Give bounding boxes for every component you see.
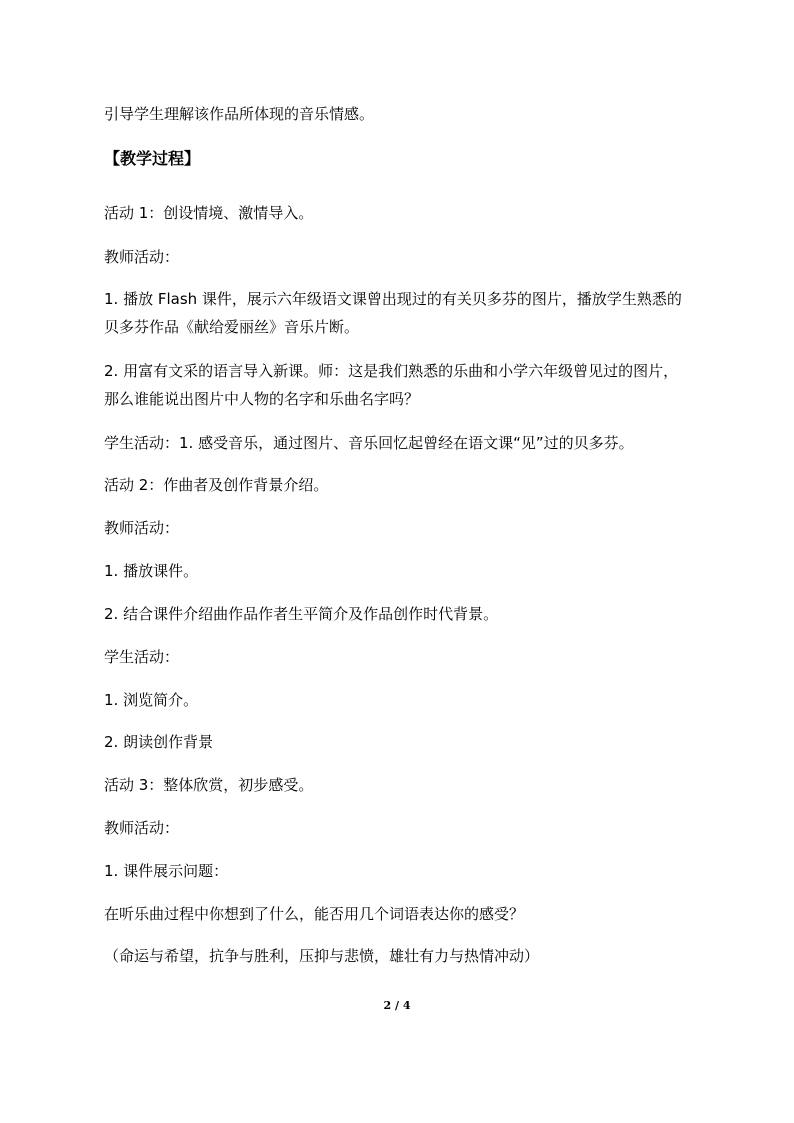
- activity3-teacher-item1: 1. 课件展示问题：: [104, 862, 229, 880]
- activity1-item2-line2: 那么谁能说出图片中人物的名字和乐曲名字吗？: [104, 390, 420, 408]
- activity3-question: 在听乐曲过程中你想到了什么，能否用几个词语表达你的感受？: [104, 905, 525, 923]
- activity3-teacher-label: 教师活动：: [104, 819, 180, 837]
- activity1-teacher-label: 教师活动：: [104, 248, 180, 266]
- activity1-item1-line1: 1. 播放 Flash 课件，展示六年级语文课曾出现过的有关贝多芬的图片，播放学生熟悉的: [104, 290, 682, 308]
- section-heading: 【教学过程】: [104, 149, 201, 168]
- activity3-title: 活动 3：整体欣赏，初步感受。: [104, 776, 314, 794]
- activity2-student-item1: 1. 浏览简介。: [104, 691, 199, 709]
- intro-tail-text: 引导学生理解该作品所体现的音乐情感。: [104, 105, 375, 123]
- activity2-teacher-item2: 2. 结合课件介绍曲作品作者生平简介及作品创作时代背景。: [104, 605, 499, 623]
- activity1-student-text: 学生活动：1. 感受音乐，通过图片、音乐回忆起曾经在语文课“见”过的贝多芬。: [104, 434, 634, 452]
- activity2-teacher-label: 教师活动：: [104, 519, 180, 537]
- activity1-item1-line2: 贝多芬作品《献给爱丽丝》音乐片断。: [104, 318, 360, 336]
- activity1-item2-line1: 2. 用富有文采的语言导入新课。师：这是我们熟悉的乐曲和小学六年级曾见过的图片，: [104, 362, 679, 380]
- activity2-student-label: 学生活动：: [104, 648, 180, 666]
- activity2-teacher-item1: 1. 播放课件。: [104, 562, 199, 580]
- activity2-student-item2: 2. 朗读创作背景: [104, 733, 214, 751]
- activity3-answer: （命运与希望，抗争与胜利，压抑与悲愤，雄壮有力与热情冲动）: [104, 947, 540, 965]
- activity2-title: 活动 2：作曲者及创作背景介绍。: [104, 476, 329, 494]
- page-number: 2 / 4: [383, 999, 411, 1012]
- activity1-title: 活动 1：创设情境、激情导入。: [104, 204, 314, 222]
